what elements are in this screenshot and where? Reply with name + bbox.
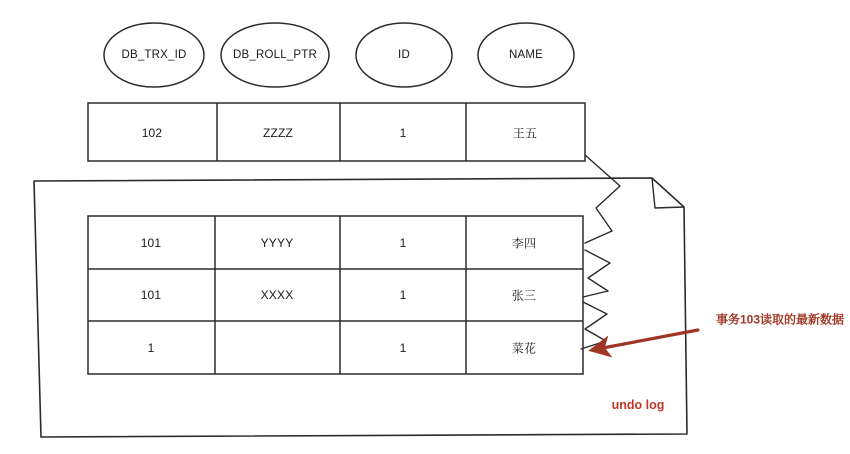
undo-row-2-cell-id: 1 [399, 288, 407, 302]
column-label-db-trx-id: DB_TRX_ID [121, 49, 187, 61]
read-view-annotation: 事务103读取的最新数据 [715, 312, 845, 327]
undo-row-3-cell-name: 菜花 [511, 341, 537, 356]
column-label-name: NAME [508, 49, 544, 61]
current-row-cell-db-trx-id: 102 [141, 126, 163, 140]
undo-row-1-cell-db-trx-id: 101 [140, 236, 162, 250]
current-row-cell-id: 1 [399, 126, 407, 140]
undo-row-3-cell-id: 1 [399, 341, 407, 355]
undo-row-3-cell-db-trx-id: 1 [147, 341, 155, 355]
column-label-db-roll-ptr: DB_ROLL_PTR [232, 49, 318, 61]
undo-row-1-cell-id: 1 [399, 236, 407, 250]
column-label-id: ID [398, 49, 410, 61]
undo-row-1-cell-db-roll-ptr: YYYY [260, 236, 294, 250]
version-chain-links [581, 155, 620, 349]
undo-log-table [88, 216, 583, 374]
current-row-cell-name: 王五 [512, 126, 538, 141]
undo-row-2-cell-db-trx-id: 101 [140, 288, 162, 302]
undo-row-2-cell-name: 张三 [511, 288, 537, 303]
undo-row-2-cell-db-roll-ptr: XXXX [260, 288, 294, 302]
undo-log-label: undo log [611, 398, 665, 412]
undo-log-container [34, 178, 687, 437]
read-view-arrow [592, 330, 698, 350]
current-row-cell-db-roll-ptr: ZZZZ [262, 126, 294, 140]
undo-row-1-cell-name: 李四 [511, 236, 537, 251]
